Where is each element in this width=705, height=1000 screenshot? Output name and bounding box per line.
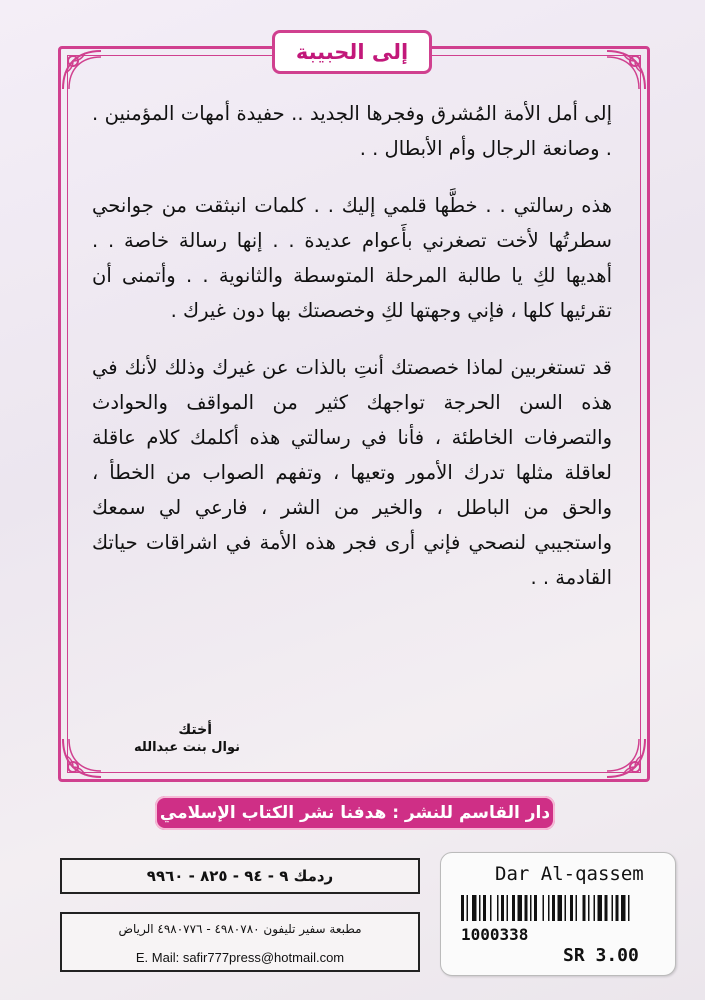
sticker-publisher: Dar Al-qassem xyxy=(495,863,644,885)
printer-email: E. Mail: safir777press@hotmail.com xyxy=(135,950,345,965)
paragraph-1: إلى أمل الأمة المُشرق وفجرها الجديد .. حفيدة أمهات المؤمنين . . وصانعة الرجال وأم الأبطال . . xyxy=(92,102,612,160)
letter-body xyxy=(92,96,612,595)
title-box xyxy=(272,30,432,74)
sticker-code: 1000338 xyxy=(461,925,529,944)
corner-ornament-icon xyxy=(59,735,105,781)
signature-block xyxy=(120,722,240,755)
publisher-slogan: دار القاسم للنشر : هدفنا نشر الكتاب الإسلامي xyxy=(159,803,551,823)
price-sticker xyxy=(440,852,676,976)
printer-info-box xyxy=(60,912,420,972)
isbn-number: ردمك ٩ - ٩٤ - ٨٢٥ - ٩٩٦٠ xyxy=(146,867,334,885)
sticker-price: SR 3.00 xyxy=(563,945,639,966)
printer-phone: مطبعة سفير تليفون ٤٩٨٠٧٨٠ - ٤٩٨٠٧٧٦ الرياض xyxy=(118,922,362,936)
corner-ornament-icon xyxy=(603,47,649,93)
page-title: إلى الحبيبة xyxy=(295,40,409,64)
corner-ornament-icon xyxy=(603,735,649,781)
isbn-box xyxy=(60,858,420,894)
paragraph-2: هذه رسالتي . . خطَّها قلمي إليك . . كلمات انبثقت من جوانحي سطرتُها لأخت تصغرني بأَعوام عديدة . . إنها رسالة خاصة . . أهديها لكِ يا طالبة المرحلة المتوسطة والثانوية . . وأتمنى أن تقرئيها كلها ، فإني وجهتها لكِ وخصصتك بها دون غيرك . xyxy=(92,194,612,322)
publisher-banner xyxy=(155,796,555,830)
barcode-icon xyxy=(461,895,657,921)
paragraph-3: قد تستغربين لماذا خصصتك أنتِ بالذات عن غيرك وذلك لأنك في هذه السن الحرجة تواجهك كثير من المواقف والحوادث والتصرفات الخاطئة ، فأنا في رسالتي هذه أكلمك كلام عاقلة لعاقلة مثلها تدرك الأمور وتعيها ، وتفهم الصواب من الخطأ ، والحق من الباطل ، والخير من الشر ، فارعي لي سمعك واستجيبي لنصحي فإني أرى فجر هذه الأمة في اشراقات حياتك القادمة . . xyxy=(92,356,612,589)
signature-name: نوال بنت عبدالله xyxy=(134,740,240,755)
corner-ornament-icon xyxy=(59,47,105,93)
signature-label: أختك xyxy=(178,722,212,738)
